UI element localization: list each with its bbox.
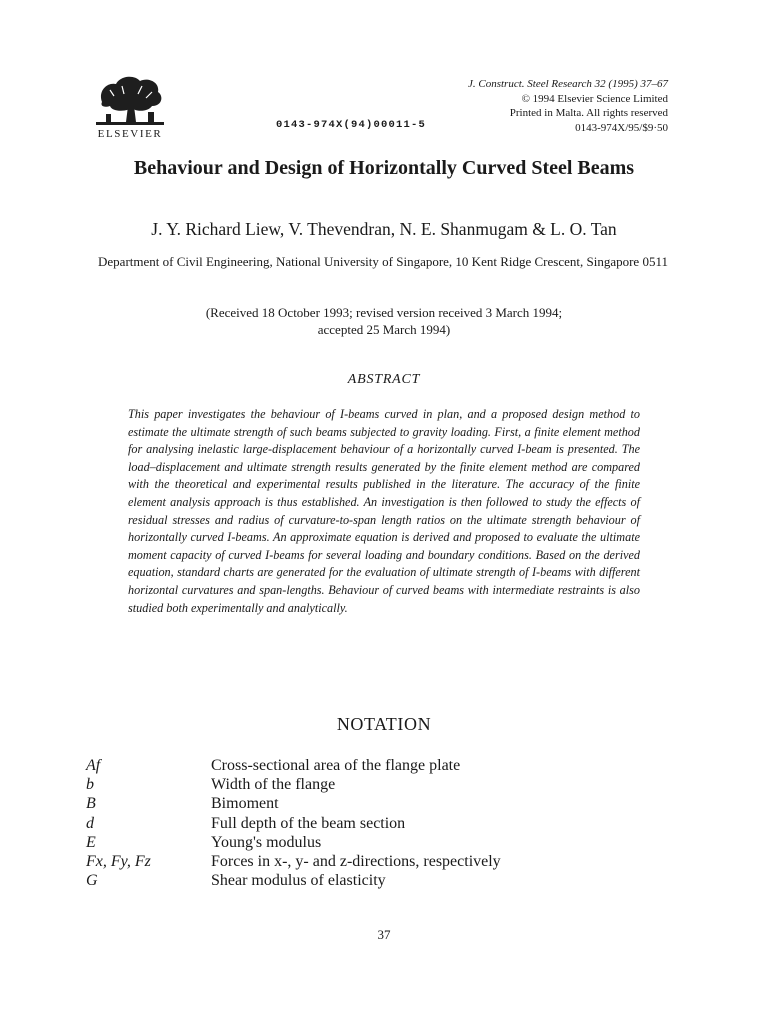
notation-description: Cross-sectional area of the flange plate	[211, 757, 461, 774]
received-line: (Received 18 October 1993; revised version received 3 March 1994;	[205, 305, 563, 320]
elsevier-logo	[92, 72, 168, 142]
notation-item	[86, 833, 646, 852]
notation-description: Forces in x-, y- and z-directions, respectively	[211, 852, 501, 870]
notation-item	[86, 794, 646, 813]
notation-symbol: Fx, Fy, Fz	[86, 852, 151, 870]
notation-symbol: b	[86, 776, 94, 794]
notation-symbol: E	[86, 833, 96, 851]
notation-item	[86, 871, 646, 890]
accepted-line: accepted 25 March 1994)	[317, 322, 451, 337]
journal-citation: J. Construct. Steel Research 32 (1995) 37–67	[468, 78, 668, 90]
paper-title: Behaviour and Design of Horizontally Curved Steel Beams	[133, 157, 635, 179]
issn-code: 0143-974X(94)00011-5	[276, 119, 427, 131]
copyright-line: © 1994 Elsevier Science Limited	[521, 92, 668, 105]
received-dates	[140, 304, 628, 338]
notation-symbol: B	[86, 795, 96, 813]
notation-description: Bimoment	[211, 795, 279, 813]
price-code: 0143-974X/95/$9·50	[575, 121, 668, 134]
abstract-heading: ABSTRACT	[347, 372, 421, 387]
printed-line: Printed in Malta. All rights reserved	[509, 107, 668, 119]
notation-description: Shear modulus of elasticity	[211, 872, 386, 890]
author-list: J. Y. Richard Liew, V. Thevendran, N. E. Shanmugam & L. O. Tan	[151, 219, 617, 239]
notation-list	[86, 756, 646, 890]
notation-item	[86, 814, 646, 833]
page-number: 37	[377, 927, 391, 942]
notation-description: Young's modulus	[211, 833, 322, 851]
notation-symbol: d	[86, 814, 94, 832]
affiliation: Department of Civil Engineering, National University of Singapore, 10 Kent Ridge Crescent, Singapore 0511	[98, 254, 668, 269]
notation-description: Full depth of the beam section	[211, 814, 406, 832]
notation-symbol: G	[86, 872, 98, 890]
notation-item	[86, 756, 646, 775]
notation-description: Width of the flange	[211, 776, 336, 794]
notation-item	[86, 775, 646, 794]
notation-symbol: Af	[86, 757, 101, 774]
notation-item	[86, 852, 646, 871]
notation-heading: NOTATION	[336, 714, 432, 734]
elsevier-tree-icon	[92, 72, 168, 128]
journal-info	[468, 77, 668, 135]
publisher-logo-text: ELSEVIER	[97, 128, 163, 140]
abstract-body: This paper investigates the behaviour of I-beams curved in plan, and a proposed design method to estimate the ultimate strength of such beams subjected to gravity loading. First, a finite element method for analysing inelastic large-displacement behaviour of a horizontally curved I-beam is presented. The load–displacement and ultimate strength results generated by the finite element method are compared with the theoretical and experimental results published in the literature. The accuracy of the finite element analysis approach is thus established. An investigation is then followed to study the effects of residual stresses and radius of curvature-to-span length ratios on the ultimate strength behaviour of horizontally curved I-beams. An approximate equation is derived and proposed to evaluate the ultimate moment capacity of curved I-beams for several loading and boundary conditions. Based on the derived equation, standard charts are generated for the evaluation of ultimate strength of I-beams with different horizontal curvatures and span-lengths. Behaviour of curved beams with intermediate restraints is also studied both experimentally and analytically.	[128, 407, 640, 615]
